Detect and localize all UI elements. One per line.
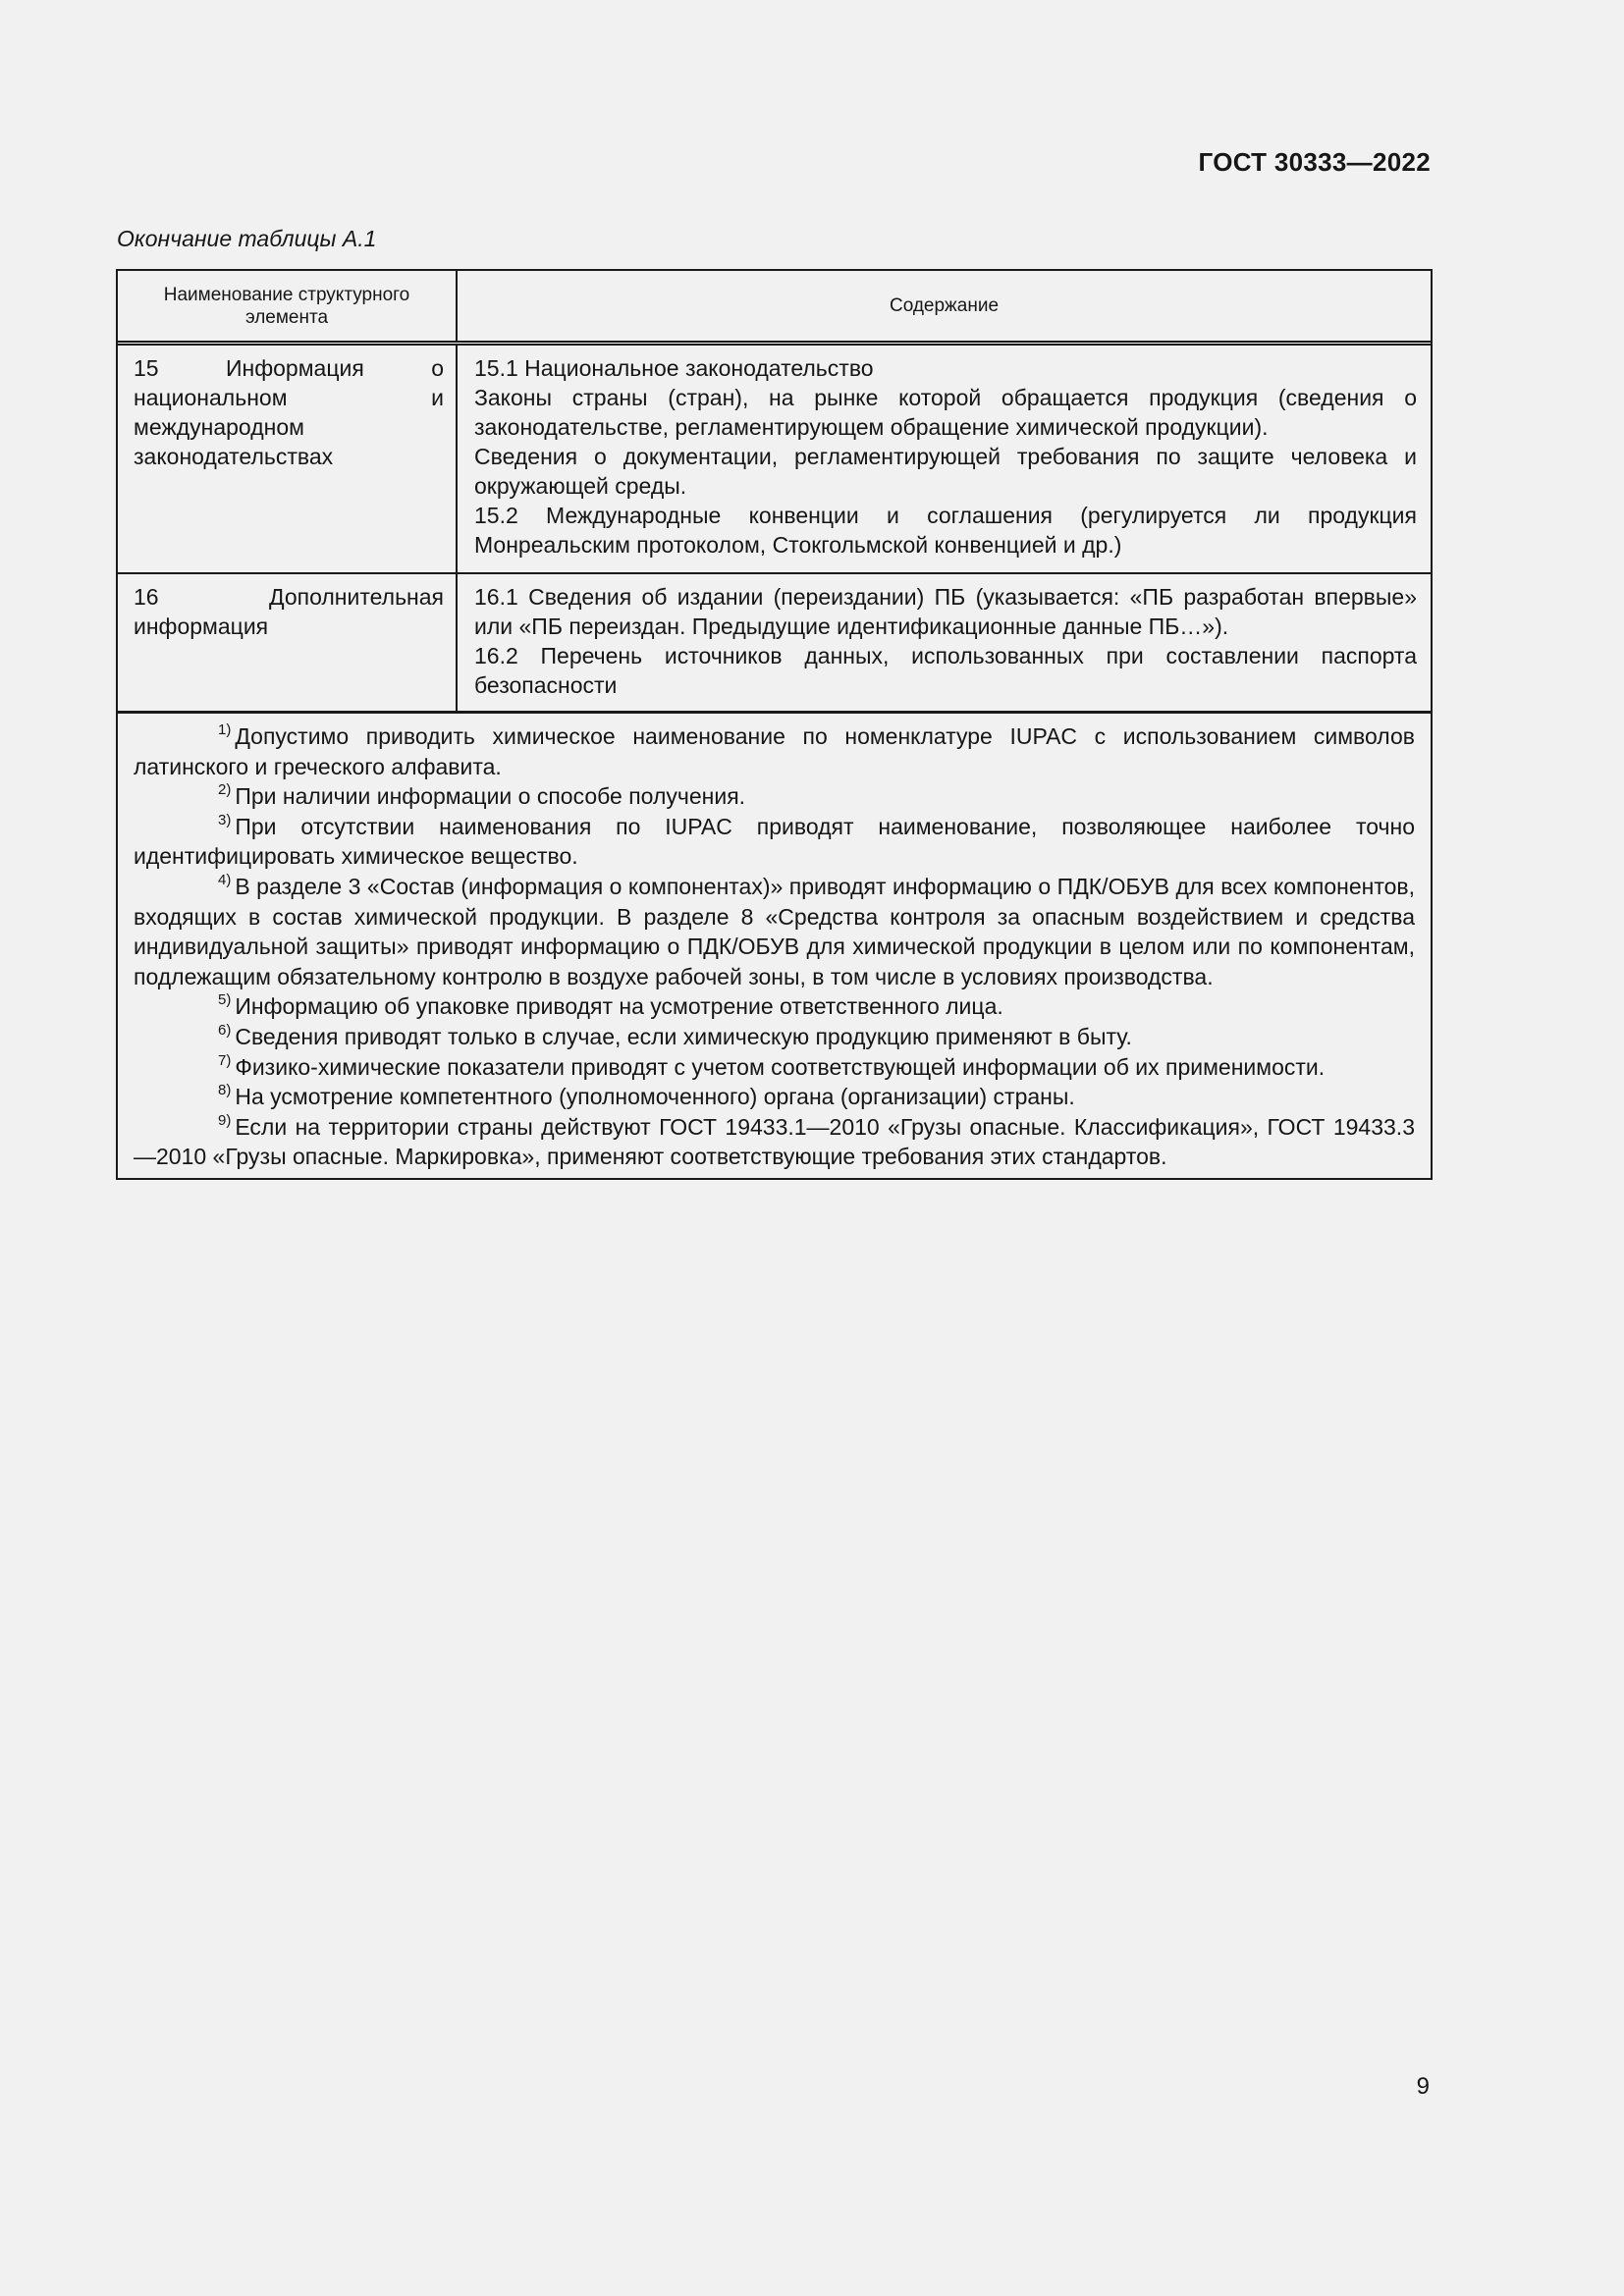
- footnote-mark: 3): [218, 811, 232, 828]
- table-row: [118, 574, 1431, 714]
- content-cell: [458, 346, 1431, 572]
- column-header-content: Содержание: [889, 295, 1000, 316]
- footnote: [134, 1022, 1415, 1052]
- footnote: [134, 781, 1415, 812]
- footnote: [134, 812, 1415, 872]
- content-line: 15.1 Национальное законодательство: [474, 355, 874, 381]
- footnote-mark: 2): [218, 781, 232, 799]
- table-caption: Окончание таблицы А.1: [117, 226, 377, 251]
- footnote-mark: 7): [218, 1051, 232, 1069]
- table-footnotes: [118, 714, 1431, 1178]
- content-line: Законы страны (стран), на рынке которой обращается продукция (сведения о законодательстве, регламентирующем обращение химической продукции).: [474, 385, 1417, 440]
- footnote-mark: 1): [218, 721, 232, 738]
- table: [116, 269, 1433, 1180]
- footnote-text: Сведения приводят только в случае, если химическую продукцию применяют в быту.: [235, 1023, 1132, 1049]
- footnote: [134, 872, 1415, 991]
- footnote-mark: 5): [218, 991, 232, 1009]
- footnote-text: Допустимо приводить химическое наименование по номенклатуре IUPAC с использованием символов латинского и греческого алфавита.: [134, 723, 1415, 779]
- footnote-text: На усмотрение компетентного (уполномоченного) органа (организации) страны.: [235, 1084, 1075, 1110]
- content-line: 15.2 Международные конвенции и соглашения (регулируется ли продукция Монреальским протоколом, Стокгольмской конвенцией и др.): [474, 503, 1417, 558]
- column-header-element-name: Наименование структурного элемента: [118, 271, 458, 341]
- content-line: 16.2 Перечень источников данных, использованных при составлении паспорта безопасности: [474, 643, 1417, 698]
- footnote: [134, 1052, 1415, 1083]
- footnote-text: При наличии информации о способе получения.: [235, 783, 746, 810]
- content-line: 16.1 Сведения об издании (переиздании) ПБ (указывается: «ПБ разработан впервые» или «ПБ переиздан. Предыдущие идентификационные данные ПБ…»).: [474, 584, 1417, 639]
- footnote-text: Если на территории страны действуют ГОСТ 19433.1—2010 «Грузы опасные. Классификация», ГОСТ 19433.3—2010 «Грузы опасные. Маркировка», применяют соответствующие требования этих стандартов.: [134, 1113, 1415, 1170]
- element-name-cell: 16 Дополнительная информация: [118, 574, 458, 711]
- page-number: 9: [1416, 2073, 1430, 2100]
- footnote-mark: 6): [218, 1021, 232, 1039]
- footnote-mark: 9): [218, 1111, 232, 1129]
- footnote-mark: 8): [218, 1082, 232, 1099]
- table-header-row: [118, 271, 1431, 346]
- table-row: [118, 346, 1431, 574]
- element-name-cell: 15 Информация о национальном и международном законодательствах: [118, 346, 458, 572]
- content-line: Сведения о документации, регламентирующей требования по защите человека и окружающей среды.: [474, 444, 1417, 499]
- footnote-mark: 4): [218, 871, 232, 888]
- footnote-text: В разделе 3 «Состав (информация о компонентах)» приводят информацию о ПДК/ОБУВ для всех компонентов, входящих в состав химической продукции. В разделе 8 «Средства контроля за опасным воздействием и средства индивидуальной защиты» приводят информацию о ПДК/ОБУВ для химической продукции в целом или по компонентам, подлежащим обязательному контролю в воздухе рабочей зоны, в том числе в условиях производства.: [134, 873, 1415, 989]
- footnote-text: Физико-химические показатели приводят с учетом соответствующей информации об их применимости.: [235, 1053, 1326, 1080]
- content-cell: [458, 574, 1431, 711]
- document-id: ГОСТ 30333—2022: [1198, 147, 1431, 177]
- footnote-text: При отсутствии наименования по IUPAC приводят наименование, позволяющее наиболее точно идентифицировать химическое вещество.: [134, 813, 1415, 870]
- footnote: [134, 1112, 1415, 1172]
- footnote: [134, 1082, 1415, 1112]
- footnote-text: Информацию об упаковке приводят на усмотрение ответственного лица.: [235, 993, 1003, 1020]
- footnote: [134, 721, 1415, 781]
- footnote: [134, 991, 1415, 1022]
